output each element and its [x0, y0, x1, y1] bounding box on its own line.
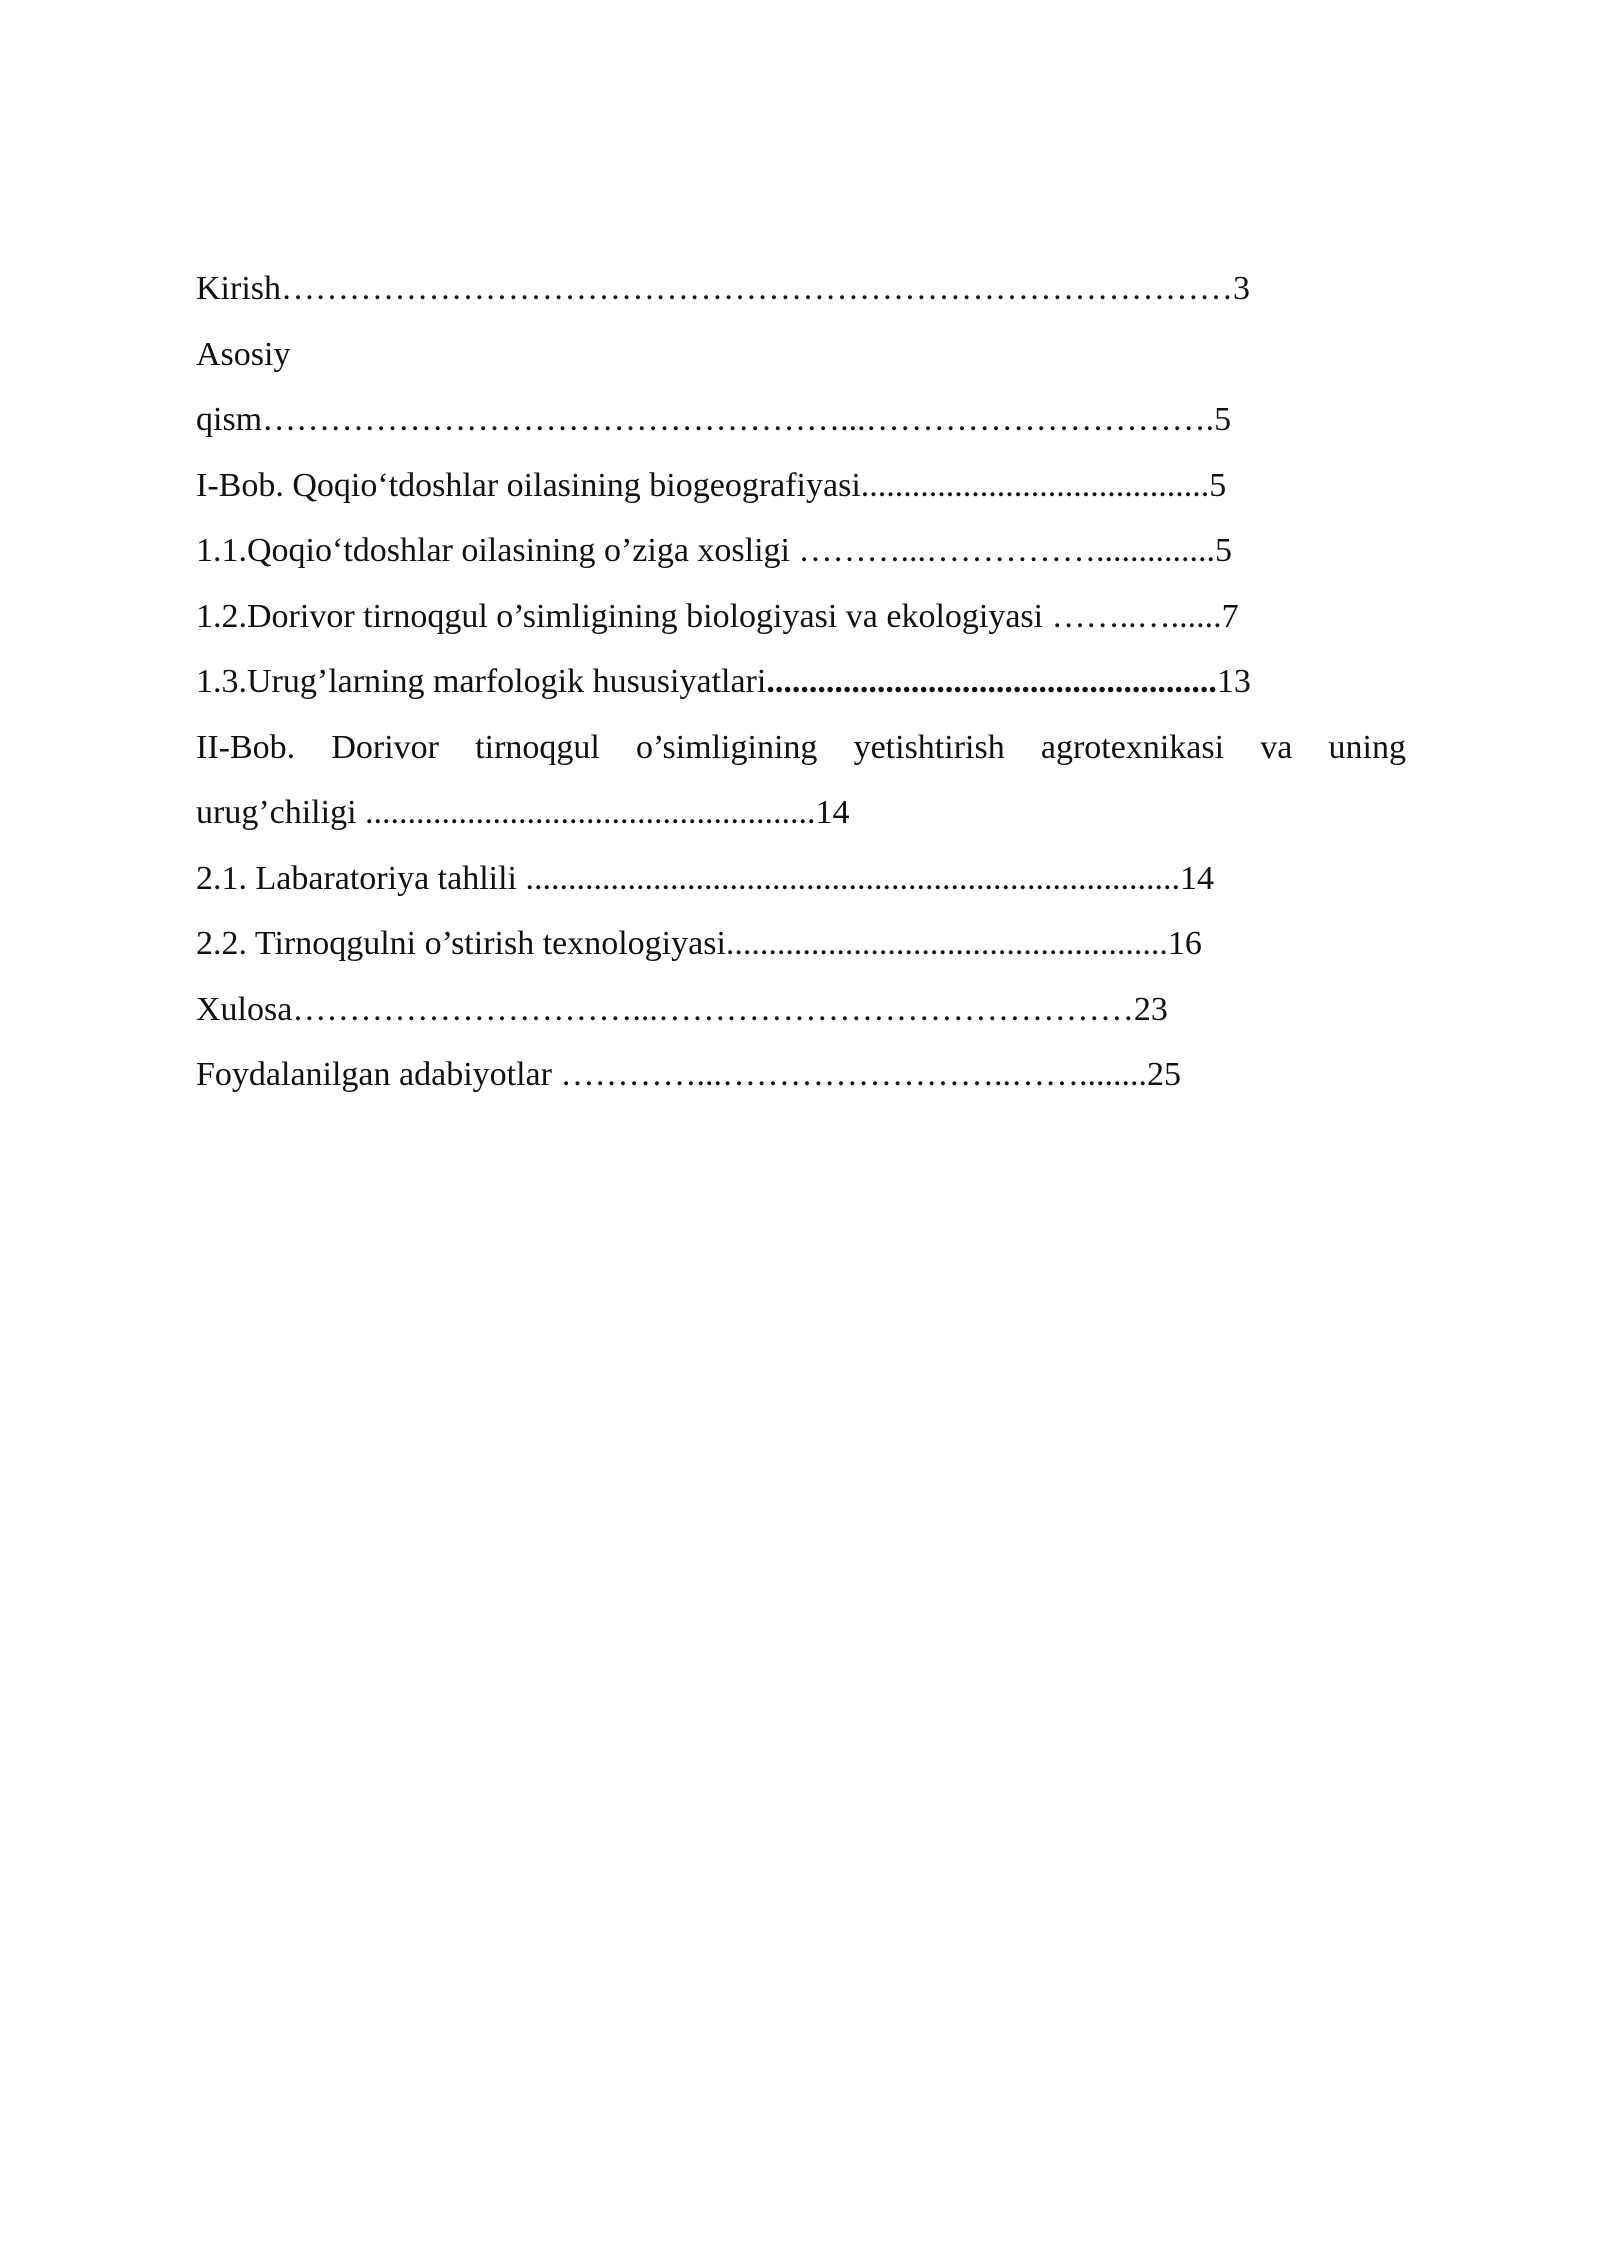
toc-entry-asosiy [196, 322, 1406, 388]
toc-entry-qism [196, 387, 1406, 453]
toc-entry-text: 2.2. Tirnoqgulni o’stirish texnologiyasi....................................................16 [196, 925, 1202, 962]
toc-entry-title: 1.3.Urug’larning marfologik hususiyatlari [196, 663, 767, 700]
toc-entry-text: Asosiy [196, 335, 291, 373]
toc-entry-text: I-Bob. Qoqio‘tdoshlar oilasining biogeografiyasi.........................................5 [196, 466, 1227, 504]
toc-entry-xulosa [196, 977, 1406, 1043]
toc-entry-text: qism……………………………………………...………………………….5 [196, 401, 1232, 438]
toc-entry-1-1 [196, 518, 1406, 584]
toc-entry-text: Xulosa…………………………...……………………………………23 [196, 990, 1168, 1028]
toc-entry-text: 1.1.Qoqio‘tdoshlar oilasining o’ziga xosligi ………...……………..............5 [196, 532, 1232, 569]
toc-entry-text: Kirish…………………………………………………………………………3 [196, 270, 1250, 307]
toc-entry-adabiyotlar [196, 1042, 1406, 1108]
toc-entry-leader: ..................................................... [766, 663, 1217, 700]
toc-entry-page: 13 [1216, 663, 1251, 700]
toc-entry-text: urug’chiligi .....................................................14 [196, 794, 850, 831]
toc-entry-text: II-Bob. Dorivor tirnoqgul o’simligining yetishtirish agrotexnikasi va uning [196, 728, 1406, 766]
toc-entry-kirish [196, 256, 1406, 322]
toc-entry-text: Foydalanilgan adabiyotlar …………...……………………..……........25 [196, 1056, 1181, 1093]
toc-entry-text: 1.2.Dorivor tirnoqgul o’simligining biologiyasi va ekologiyasi ……..…......7 [196, 597, 1239, 635]
table-of-contents [196, 256, 1406, 1108]
toc-entry-chapter-2-cont [196, 780, 1406, 846]
toc-entry-2-2 [196, 911, 1406, 977]
toc-entry-1-3 [196, 649, 1406, 715]
toc-entry-text: 2.1. Labaratoriya tahlili .............................................................................14 [196, 859, 1214, 897]
toc-entry-chapter-1 [196, 453, 1406, 519]
toc-entry-1-2 [196, 584, 1406, 650]
toc-entry-2-1 [196, 846, 1406, 912]
toc-entry-chapter-2 [196, 715, 1406, 781]
